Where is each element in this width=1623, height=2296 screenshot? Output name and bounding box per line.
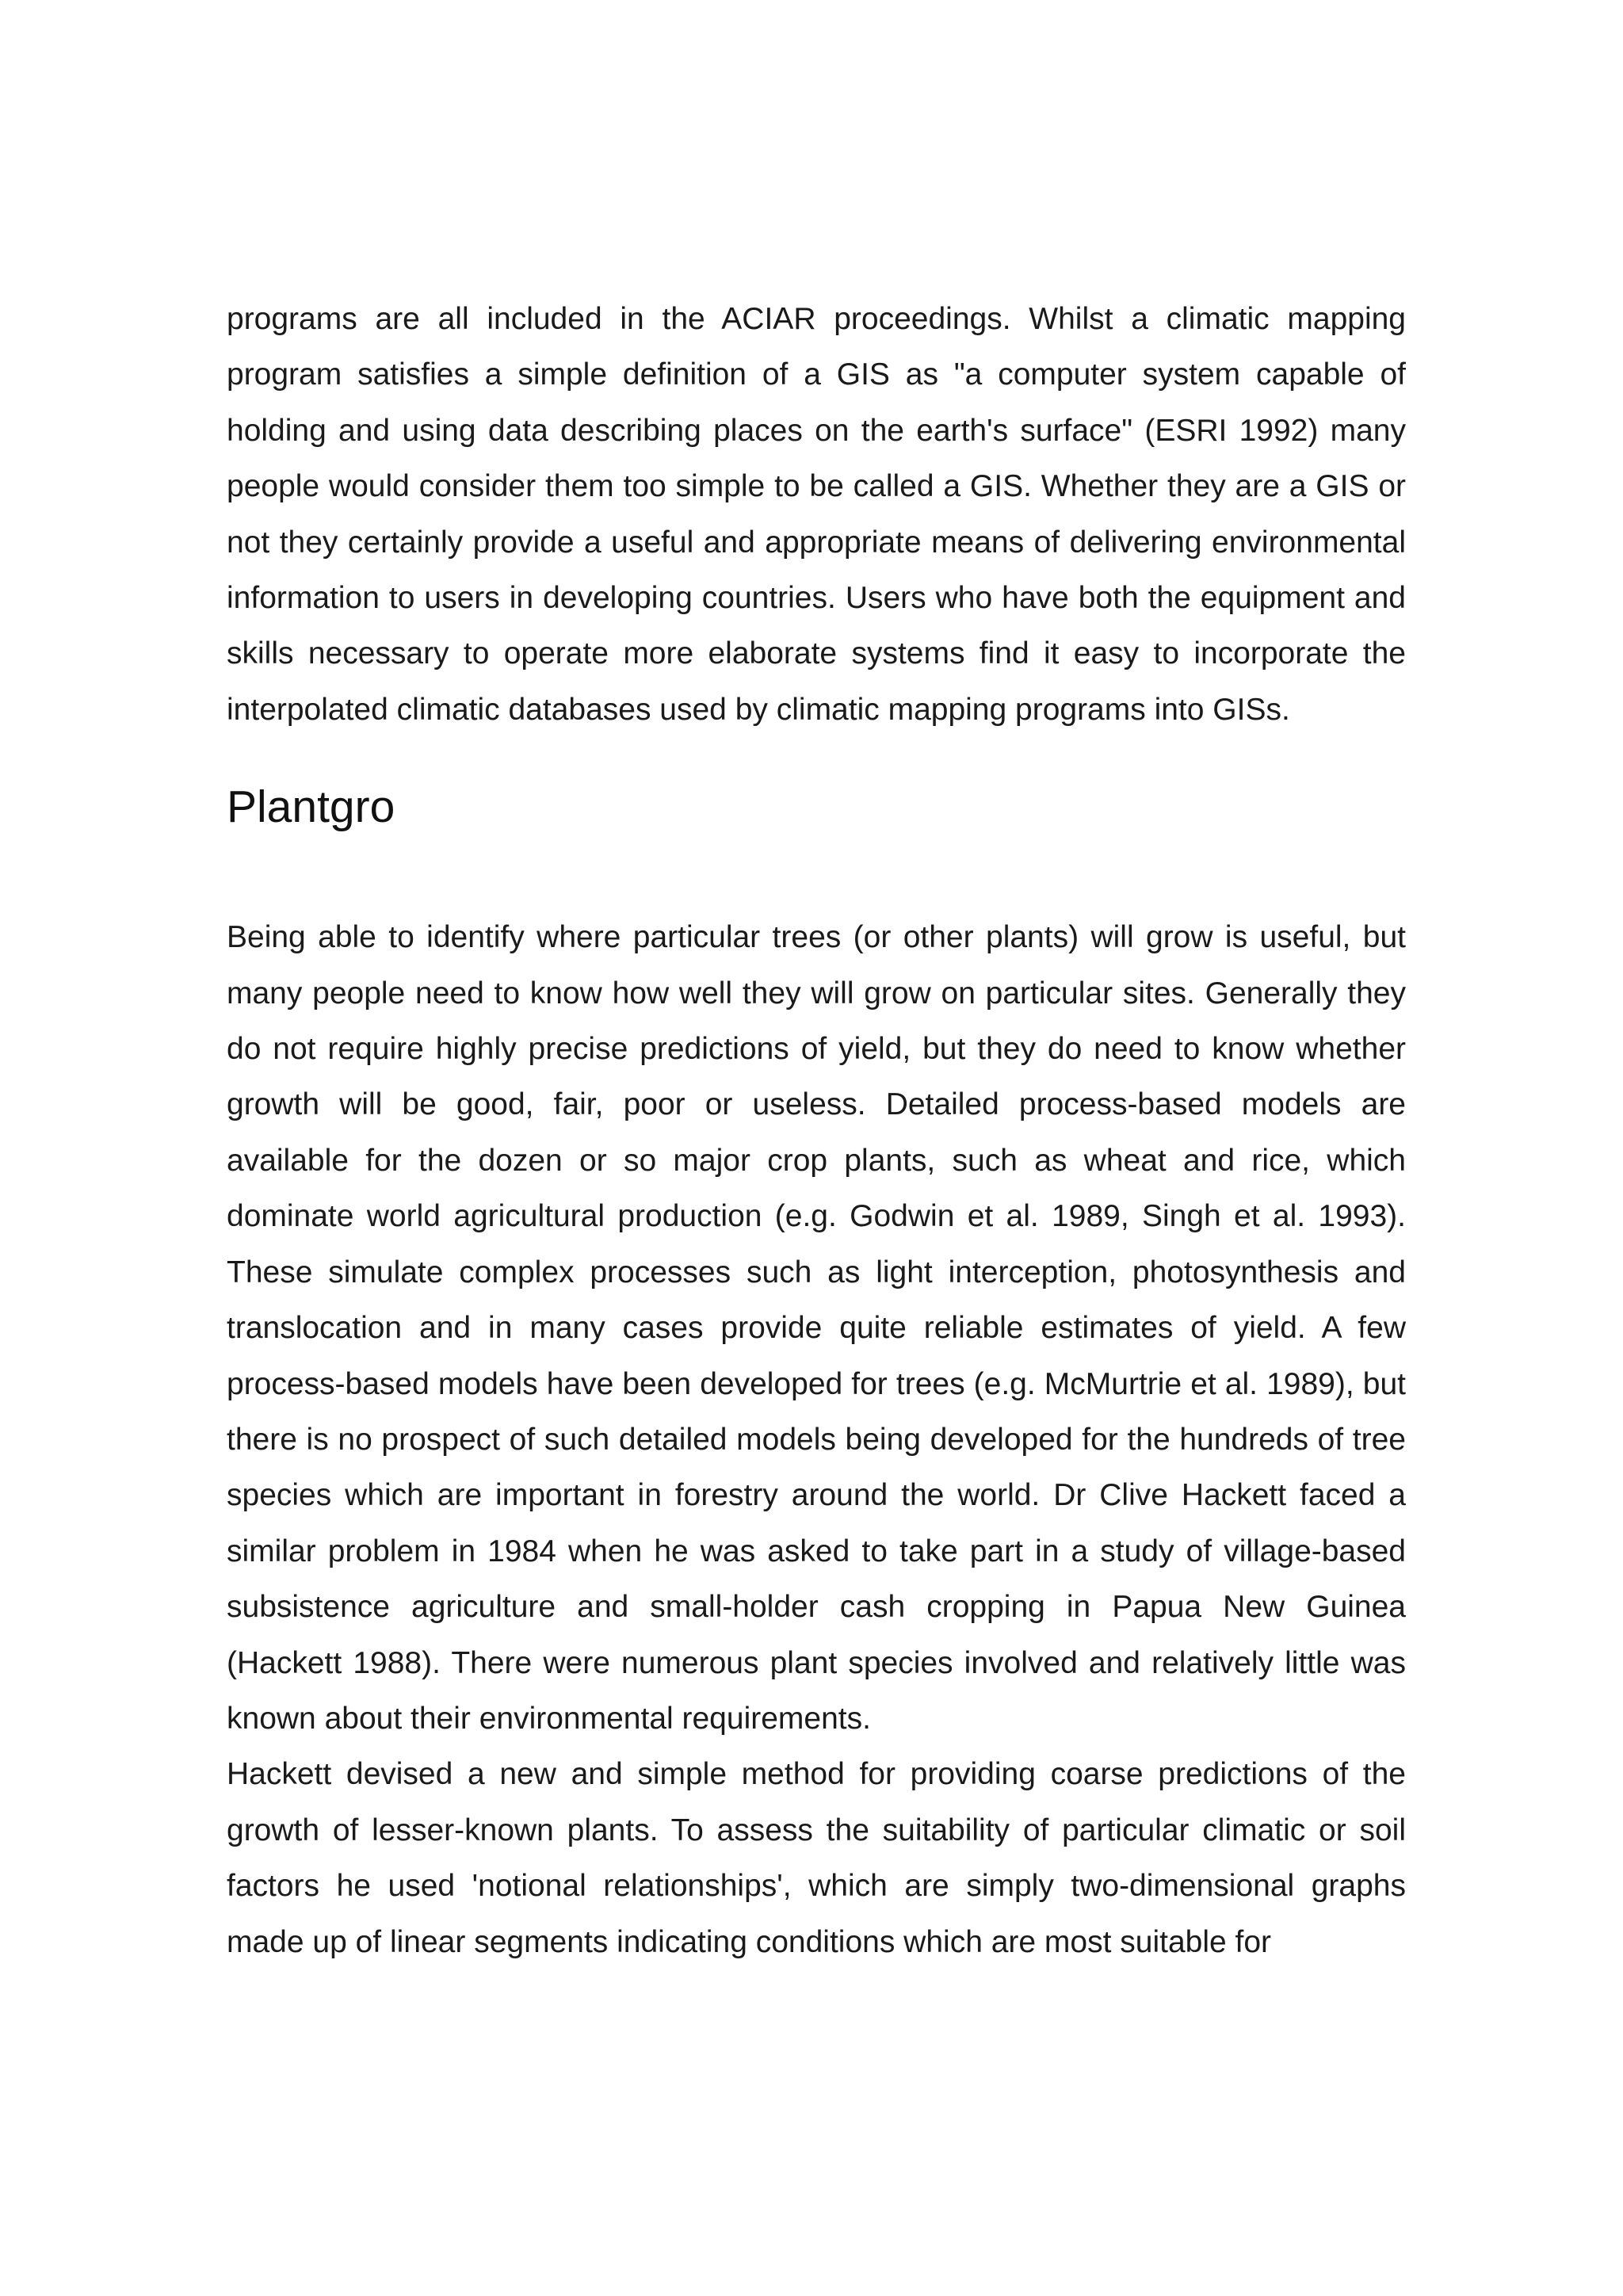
paragraph-hackett-method: Hackett devised a new and simple method for providing coarse predictions of the growth of lesser-known plants. To assess the suitability of particular climatic or soil factors he used 'notional relationships', which are simply two-dimensional graphs made up of linear segments indicating conditions which are most suitable for	[227, 1757, 1406, 1959]
paragraph-plant-growth: Being able to identify where particular trees (or other plants) will grow is useful, but many people need to know how well they will grow on particular sites. Generally they do not require highly precise predictions of yield, but they do need to know whether growth will be good, fair, poor or useless. Detailed process-based models are available for the dozen or so major crop plants, such as wheat and rice, which dominate world agricultural production (e.g. Godwin et al. 1989, Singh et al. 1993). These simulate complex processes such as light interception, photosynthesis and translocation and in many cases provide quite reliable estimates of yield. A few process-based models have been developed for trees (e.g. McMurtrie et al. 1989), but there is no prospect of such detailed models being developed for the hundreds of tree species which are important in forestry around the world. Dr Clive Hackett faced a similar problem in 1984 when he was asked to take part in a study of village-based subsistence agriculture and small-holder cash cropping in Papua New Guinea (Hackett 1988). There were numerous plant species involved and relatively little was known about their environmental requirements.	[227, 920, 1406, 1736]
paragraph-climatic-mapping: programs are all included in the ACIAR proceedings. Whilst a climatic mapping program satisfies a simple definition of a GIS as "a computer system capable of holding and using data describing places on the earth's surface" (ESRI 1992) many people would consider them too simple to be called a GIS. Whether they are a GIS or not they certainly provide a useful and appropriate means of delivering environmental information to users in developing countries. Users who have both the equipment and skills necessary to operate more elaborate systems find it easy to incorporate the interpolated climatic databases used by climatic mapping programs into GISs.	[227, 302, 1406, 727]
document-page	[227, 292, 1406, 1970]
section-heading-plantgro: Plantgro	[227, 781, 395, 833]
